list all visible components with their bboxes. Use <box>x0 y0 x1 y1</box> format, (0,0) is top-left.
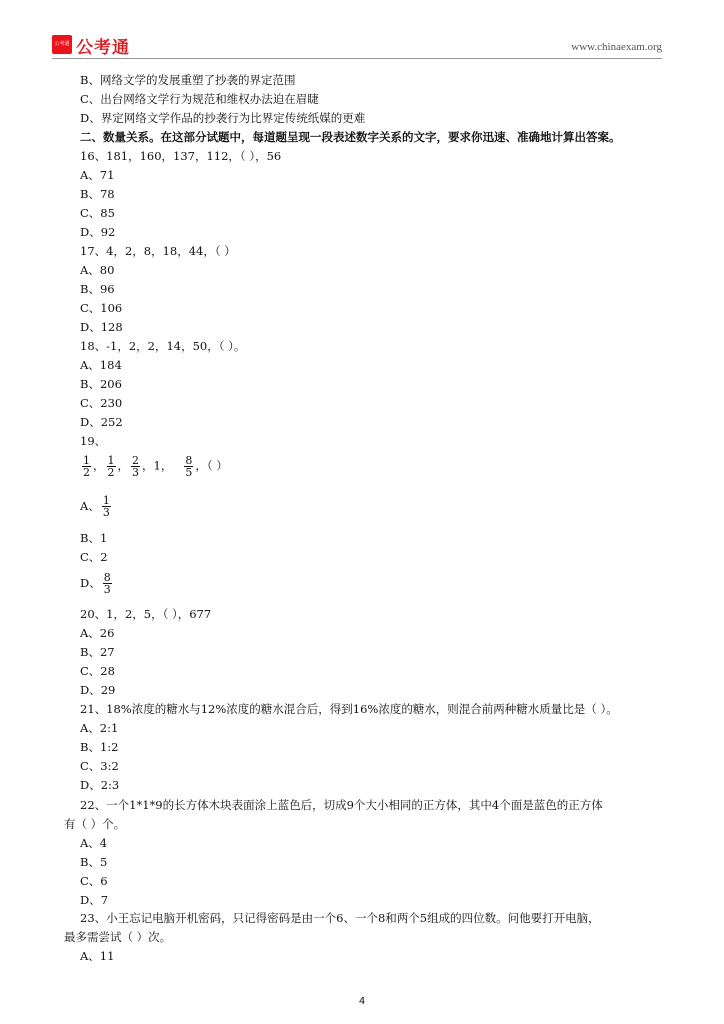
option-line: A、80 <box>80 263 115 277</box>
option-line: B、5 <box>80 855 108 869</box>
option-line: A、 $\frac{1}{3}$ <box>80 494 110 519</box>
option-line: C、3:2 <box>80 759 119 773</box>
option-line: D、128 <box>80 320 123 334</box>
option-line: C、85 <box>80 206 115 220</box>
option-line: C、28 <box>80 664 115 678</box>
question-19-sequence: $\frac{1}{2}$ ， $\frac{1}{2}$ ， $\frac{2}{3}$ ，1， $\frac{8}{5}$ ，（ ） <box>83 454 228 479</box>
option-line: D、29 <box>80 683 116 697</box>
fraction: $\frac{1}{2}$ <box>107 454 115 479</box>
page-header <box>52 34 662 58</box>
question-21-stem: 21、18%浓度的糖水与12%浓度的糖水混合后，得到16%浓度的糖水，则混合前两种糖水质量比是（ ）。 <box>80 702 618 716</box>
question-17-stem: 17、4，2，8，18，44，（ ） <box>80 244 236 258</box>
fraction: $\frac{1}{2}$ <box>83 454 90 479</box>
option-line: C、2 <box>80 550 108 564</box>
section-title: 二、数量关系。在这部分试题中，每道题呈现一段表述数字关系的文字，要求你迅速、准确地计算出答案。 <box>80 130 621 144</box>
question-23-stem: 23、小王忘记电脑开机密码，只记得密码是由一个6、一个8和两个5组成的四位数。问他要打开电脑， <box>80 911 600 925</box>
option-line: D、 $\frac{8}{3}$ <box>80 571 111 596</box>
question-22-stem: 22、一个1*1*9的长方体木块表面涂上蓝色后，切成9个大小相同的正方体，其中4个面是蓝色的正方体 <box>80 798 603 812</box>
option-line: D、252 <box>80 415 123 429</box>
option-line: D、7 <box>80 893 109 907</box>
question-18-stem: 18、-1，2，2，14，50，（ ）。 <box>80 339 246 353</box>
option-line: B、206 <box>80 377 122 391</box>
option-line: B、1:2 <box>80 740 119 754</box>
logo-badge: 公考通 <box>52 35 72 54</box>
option-line: C、6 <box>80 874 108 888</box>
question-19-stem: 19、 <box>80 434 107 448</box>
document-body <box>80 71 680 451</box>
question-20-stem: 20、1，2，5，（ ），677 <box>80 607 212 621</box>
logo-text: 公考通 <box>76 38 130 58</box>
fraction: $\frac{2}{3}$ <box>132 454 139 479</box>
option-line: B、1 <box>80 531 108 545</box>
option-line: A、2:1 <box>80 721 119 735</box>
option-line: D、2:3 <box>80 778 120 792</box>
option-line: A、71 <box>80 168 115 182</box>
option-line: D、界定网络文学作品的抄袭行为比界定传统纸媒的更难 <box>80 111 366 125</box>
page-number: 4 <box>358 996 366 1007</box>
fraction: $\frac{8}{5}$ <box>185 454 193 479</box>
option-line: A、184 <box>80 358 122 372</box>
question-16-stem: 16、181，160，137，112，（ ），56 <box>80 149 282 163</box>
fraction: $\frac{8}{3}$ <box>103 571 111 596</box>
option-line: B、网络文学的发展重塑了抄袭的界定范围 <box>80 73 296 87</box>
option-line: B、27 <box>80 645 115 659</box>
option-line: C、230 <box>80 396 123 410</box>
option-line: C、出台网络文学行为规范和维权办法迫在眉睫 <box>80 92 319 106</box>
option-line: A、11 <box>80 949 115 963</box>
header-divider <box>52 58 662 59</box>
site-url[interactable]: www.chinaexam.org <box>571 41 662 53</box>
option-line: C、106 <box>80 301 123 315</box>
option-line: A、4 <box>80 836 108 850</box>
option-line: D、92 <box>80 225 116 239</box>
option-line: B、78 <box>80 187 115 201</box>
question-22-stem-cont: 有（ ）个。 <box>64 817 126 831</box>
fraction: $\frac{1}{3}$ <box>102 494 110 519</box>
option-line: A、26 <box>80 626 115 640</box>
question-23-stem-cont: 最多需尝试（ ）次。 <box>64 930 172 944</box>
option-line: B、96 <box>80 282 115 296</box>
